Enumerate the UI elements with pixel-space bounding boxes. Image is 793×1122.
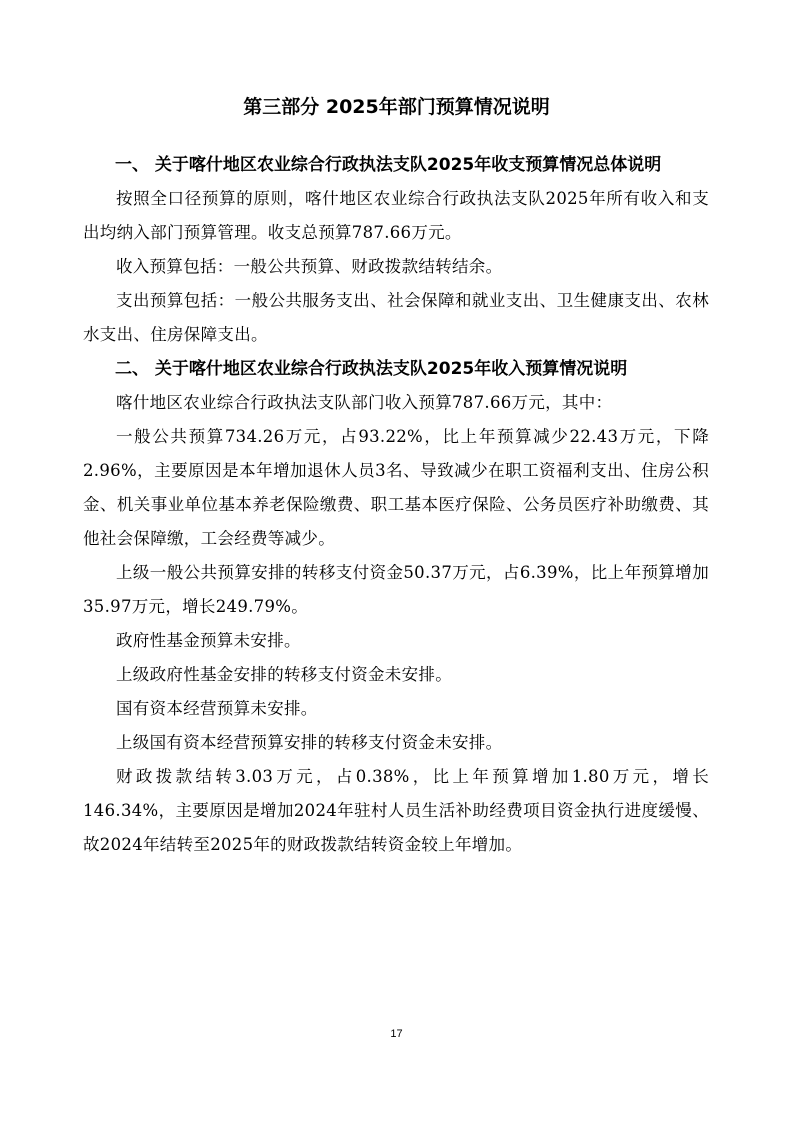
section-1-heading: 一、 关于喀什地区农业综合行政执法支队2025年收支预算情况总体说明 (115, 155, 662, 175)
section-2-paragraph-6: 国有资本经营预算未安排。 (116, 699, 318, 718)
section-1-paragraph-2: 收入预算包括：一般公共预算、财政拨款结转结余。 (116, 257, 503, 276)
page-number: 17 (390, 1028, 403, 1040)
section-1-paragraph-3: 支出预算包括：一般公共服务支出、社会保障和就业支出、卫生健康支出、农林水支出、住房保障支出。 (83, 291, 709, 344)
section-2-paragraph-8: 财政拨款结转3.03万元，占0.38%，比上年预算增加1.80万元，增长146.34%，主要原因是增加2024年驻村人员生活补助经费项目资金执行进度缓慢、故2024年结转至2025年的财政拨款结转资金较上年增加。 (83, 767, 709, 854)
section-2-paragraph-1: 喀什地区农业综合行政执法支队部门收入预算787.66万元，其中： (116, 393, 613, 412)
section-2-paragraph-2: 一般公共预算734.26万元，占93.22%，比上年预算减少22.43万元，下降2.96%，主要原因是本年增加退休人员3名、导致减少在职工资福利支出、住房公积金、机关事业单位基本养老保险缴费、职工基本医疗保险、公务员医疗补助缴费、其他社会保障缴，工会经费等减少。 (83, 427, 709, 548)
section-2-paragraph-3: 上级一般公共预算安排的转移支付资金50.37万元，占6.39%，比上年预算增加35.97万元，增长249.79%。 (83, 563, 709, 616)
document-body (83, 148, 709, 862)
section-2-paragraph-7: 上级国有资本经营预算安排的转移支付资金未安排。 (116, 733, 503, 752)
section-2-heading: 二、 关于喀什地区农业综合行政执法支队2025年收入预算情况说明 (115, 359, 628, 379)
document-title: 第三部分 2025年部门预算情况说明 (243, 96, 550, 118)
section-2-paragraph-4: 政府性基金预算未安排。 (116, 631, 301, 650)
section-1-paragraph-1: 按照全口径预算的原则，喀什地区农业综合行政执法支队2025年所有收入和支出均纳入部门预算管理。收支总预算787.66万元。 (83, 189, 709, 242)
section-2-paragraph-5: 上级政府性基金安排的转移支付资金未安排。 (116, 665, 452, 684)
